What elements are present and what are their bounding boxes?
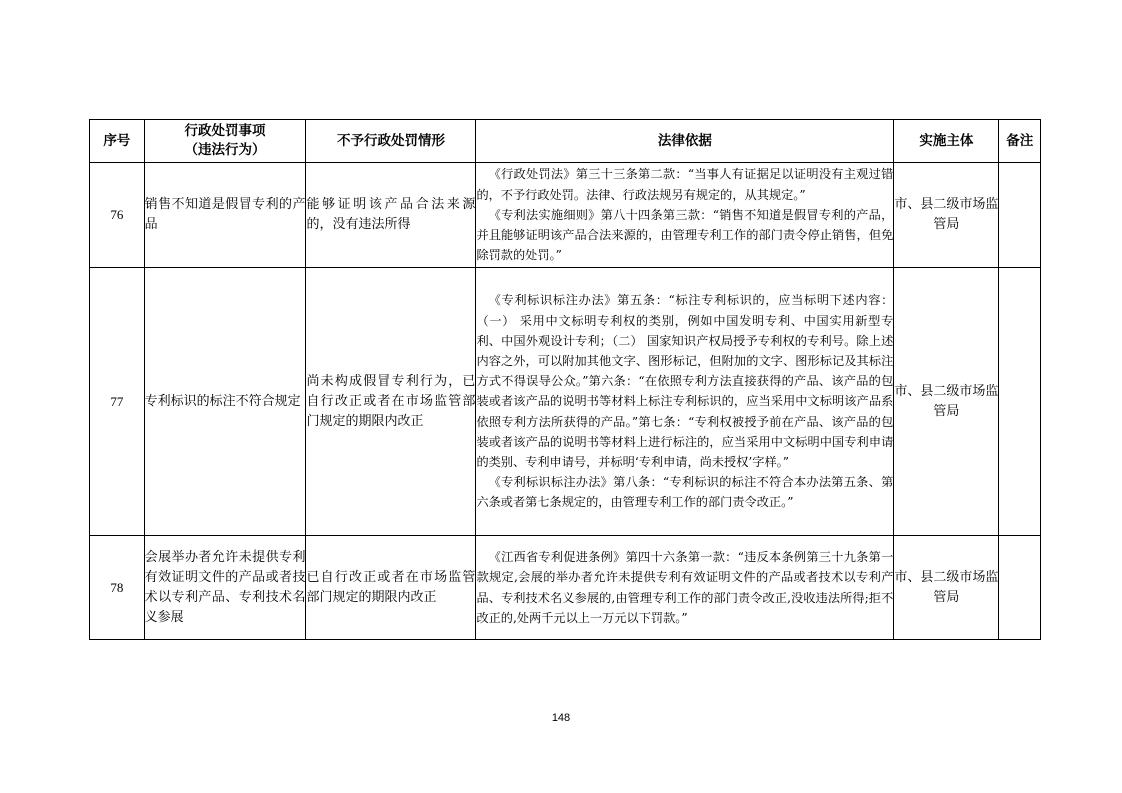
page-number: 148 bbox=[551, 712, 571, 724]
law-paragraph: 《专利标识标注办法》第五条：“标注专利标识的，应当标明下述内容：（一） 采用中文标明专利权的类别，例如中国发明专利、中国实用新型专利、中国外观设计专利；（二） 国家知识产权局授予专利权的专利号。除上述内容之外，可以附加其他文字、图形标记，但附加的文字、图形标记及其标注方式不得误导公众。”第六条：“在依照专利方法直接获得的产品、该产品的包装或者该产品的说明书等材料上标注专利标识的，应当采用中文标明该产品系依照专利方法所获得的产品。”第七条：“专利权被授予前在产品、该产品的包装或者该产品的说明书等材料上进行标注的，应当采用中文标明中国专利申请的类别、专利申请号，并标明‘专利申请，尚未授权’字样。” bbox=[476, 293, 894, 469]
row-subject: 市、县二级市场监管局 bbox=[894, 268, 999, 536]
header-law: 法律依据 bbox=[476, 120, 894, 163]
row-note bbox=[999, 536, 1041, 640]
row-item: 专利标识的标注不符合规定 bbox=[144, 268, 306, 536]
row-number: 76 bbox=[90, 163, 145, 268]
row-subject: 市、县二级市场监管局 bbox=[894, 163, 999, 268]
row-subject: 市、县二级市场监管局 bbox=[894, 536, 999, 640]
row-item: 会展举办者允许未提供专利有效证明文件的产品或者技术以专利产品、专利技术名义参展 bbox=[144, 536, 306, 640]
table-row bbox=[90, 163, 1041, 268]
table-row bbox=[90, 268, 1041, 536]
table-row bbox=[90, 536, 1041, 640]
header-condition: 不予行政处罚情形 bbox=[306, 120, 476, 163]
row-law bbox=[476, 536, 894, 640]
row-number: 77 bbox=[90, 268, 145, 536]
law-paragraph: 《专利标识标注办法》第八条：“专利标识的标注不符合本办法第五条、第六条或者第七条规定的，由管理专利工作的部门责令改正。” bbox=[476, 475, 894, 510]
law-paragraph: 《江西省专利促进条例》第四十六条第一款：“违反本条例第三十九条第一款规定,会展的举办者允许未提供专利有效证明文件的产品或者技术以专利产品、专利技术名义参展的,由管理专利工作的部门责令改正,没收违法所得;拒不改正的,处两千元以上一万元以下罚款。” bbox=[476, 550, 894, 625]
row-note bbox=[999, 268, 1041, 536]
header-item-line1: 行政处罚事项 bbox=[184, 123, 266, 139]
header-item-line2: （违法行为） bbox=[184, 142, 266, 158]
header-subject: 实施主体 bbox=[894, 120, 999, 163]
header-item bbox=[144, 120, 306, 163]
law-paragraph: 《行政处罚法》第三十三条第二款：“当事人有证据足以证明没有主观过错的，不予行政处罚。法律、行政法规另有规定的，从其规定。” bbox=[476, 167, 894, 202]
row-condition: 已自行改正或者在市场监管部门规定的期限内改正 bbox=[306, 536, 476, 640]
penalty-table bbox=[89, 119, 1041, 640]
row-condition: 能够证明该产品合法来源的，没有违法所得 bbox=[306, 163, 476, 268]
row-condition: 尚未构成假冒专利行为，已自行改正或者在市场监管部门规定的期限内改正 bbox=[306, 268, 476, 536]
header-no: 序号 bbox=[90, 120, 145, 163]
header-note: 备注 bbox=[999, 120, 1041, 163]
row-note bbox=[999, 163, 1041, 268]
row-item: 销售不知道是假冒专利的产品 bbox=[144, 163, 306, 268]
row-law bbox=[476, 163, 894, 268]
row-law bbox=[476, 268, 894, 536]
row-number: 78 bbox=[90, 536, 145, 640]
table-header-row bbox=[90, 120, 1041, 163]
law-paragraph: 《专利法实施细则》第八十四条第三款：“销售不知道是假冒专利的产品，并且能够证明该产品合法来源的，由管理专利工作的部门责令停止销售，但免除罚款的处罚。” bbox=[476, 207, 894, 263]
